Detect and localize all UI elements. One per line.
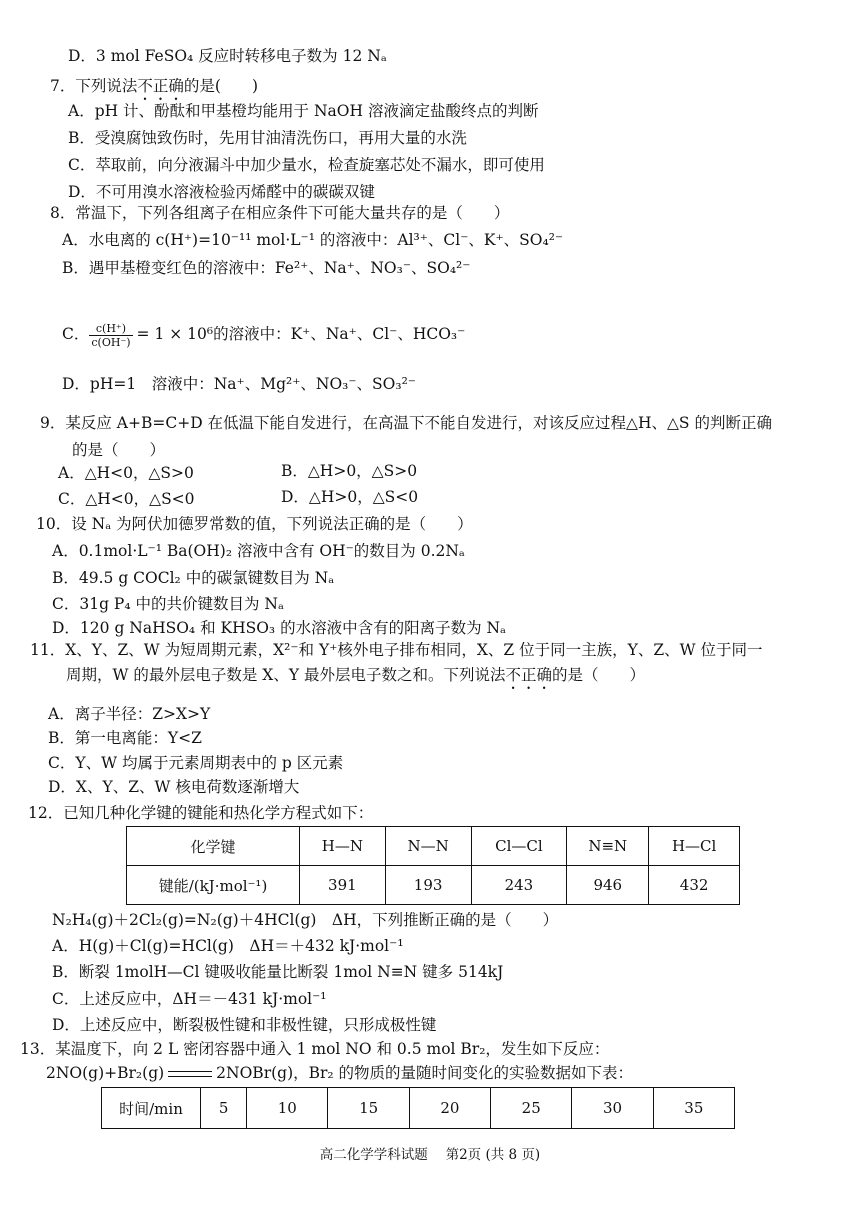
fraction: $\frac{c(H^+)}{c(OH^-)}$ (91, 321, 131, 349)
q12-equation: N₂H₄(g)＋2Cl₂(g)=N₂(g)＋4HCl(g) ΔH，下列推断正确的是（ ） (52, 911, 559, 929)
q7-option-b: B．受溴腐蚀致伤时，先用甘油清洗伤口，再用大量的水洗 (68, 129, 467, 147)
q12-option-c: C．上述反应中，ΔH＝－431 kJ·mol⁻¹ (52, 990, 327, 1008)
table-cell: 946 (567, 866, 649, 905)
equilibrium-arrow-icon (168, 1069, 212, 1079)
table-header-cell: H—N (300, 827, 386, 866)
q12-option-a: A．H(g)＋Cl(g)=HCl(g) ΔH＝＋432 kJ·mol⁻¹ (52, 937, 404, 955)
q9-option-b: B．△H>0，△S>0 (281, 462, 418, 480)
page-footer: 高二化学学科试题 第2页 (共 8 页) (319, 1147, 541, 1163)
table-cell: 25 (491, 1088, 572, 1129)
q7-option-c: C．萃取前，向分液漏斗中加少量水，检查旋塞芯处不漏水，即可使用 (68, 156, 545, 174)
q11-stem-line1: 11．X、Y、Z、W 为短周期元素，X²⁻和 Y⁺核外电子排布相同，X、Z 位于同一主族，Y、Z、W 位于同一 (30, 641, 763, 659)
q10-option-b: B．49.5 g COCl₂ 中的碳氯键数目为 Nₐ (52, 569, 335, 587)
q11-option-a: A．离子半径：Z>X>Y (48, 705, 211, 723)
q8-option-d: D．pH=1 溶液中：Na⁺、Mg²⁺、NO₃⁻、SO₃²⁻ (62, 375, 416, 393)
bond-energy-table (126, 826, 740, 905)
table-cell: 20 (409, 1088, 490, 1129)
q12-stem: 12．已知几种化学键的键能和热化学方程式如下： (28, 804, 374, 822)
q13-equation: 2NO(g)+Br₂(g) 2NOBr(g)，Br₂ 的物质的量随时间变化的实验数据如下表： (46, 1064, 634, 1082)
q9-option-a: A．△H<0，△S>0 (58, 464, 194, 482)
q9-stem-line1: 9．某反应 A+B=C+D 在低温下能自发进行，在高温下不能自发进行，对该反应过程△H、△S 的判断正确 (40, 414, 772, 432)
q9-option-d: D．△H>0，△S<0 (281, 488, 419, 506)
q9-stem-line2: 的是（ ） (72, 441, 166, 459)
q12-option-b: B．断裂 1molH—Cl 键吸收能量比断裂 1mol N≡N 键多 514kJ (52, 963, 504, 981)
q7-option-d: D．不可用溴水溶液检验丙烯醛中的碳碳双键 (68, 183, 375, 201)
table-header-cell: H—Cl (649, 827, 740, 866)
q10-stem: 10．设 Nₐ 为阿伏加德罗常数的值，下列说法正确的是（ ） (36, 515, 473, 533)
q8-option-a: A．水电离的 c(H⁺)=10⁻¹¹ mol·L⁻¹ 的溶液中：Al³⁺、Cl⁻、K⁺、SO₄²⁻ (62, 231, 564, 249)
table-cell: 5 (201, 1088, 247, 1129)
table-row-label: 键能/(kJ·mol⁻¹) (127, 866, 300, 905)
q11-option-b: B．第一电离能：Y<Z (48, 729, 202, 747)
table-header-cell: Cl—Cl (471, 827, 567, 866)
table-row (127, 866, 740, 905)
q10-option-c: C．31g P₄ 中的共价键数目为 Nₐ (52, 595, 284, 613)
time-data-table (101, 1087, 735, 1129)
table-row (102, 1088, 735, 1129)
q8-option-b: B．遇甲基橙变红色的溶液中：Fe²⁺、Na⁺、NO₃⁻、SO₄²⁻ (62, 259, 471, 277)
table-cell: 432 (649, 866, 740, 905)
q11-option-c: C．Y、W 均属于元素周期表中的 p 区元素 (48, 754, 344, 772)
q9-option-c: C．△H<0，△S<0 (58, 490, 195, 508)
table-header-cell: 化学键 (127, 827, 300, 866)
q11-stem-line2: 周期，W 的最外层电子数是 X、Y 最外层电子数之和。下列说法不正确的是（ ） (66, 666, 646, 684)
table-cell: 35 (653, 1088, 734, 1129)
q7-stem: 7．下列说法不正确的是( ) (50, 77, 258, 95)
table-row-label: 时间/min (102, 1088, 201, 1129)
table-cell: 391 (300, 866, 386, 905)
table-header-cell: N—N (385, 827, 471, 866)
q13-stem: 13．某温度下，向 2 L 密闭容器中通入 1 mol NO 和 0.5 mol Br₂，发生如下反应： (20, 1040, 610, 1058)
table-row (127, 827, 740, 866)
q8-stem: 8．常温下，下列各组离子在相应条件下可能大量共存的是（ ） (50, 204, 510, 222)
q8-option-c: C． $\frac{c(H^+)}{c(OH^-)}$ = 1 × 10⁶的溶液中：K⁺、Na⁺、Cl⁻、HCO₃⁻ (62, 321, 466, 349)
q6-option-d: D．3 mol FeSO₄ 反应时转移电子数为 12 Nₐ (68, 47, 387, 65)
q10-option-a: A．0.1mol·L⁻¹ Ba(OH)₂ 溶液中含有 OH⁻的数目为 0.2Nₐ (52, 542, 465, 560)
q12-option-d: D．上述反应中，断裂极性键和非极性键，只形成极性键 (52, 1016, 437, 1034)
table-header-cell: N≡N (567, 827, 649, 866)
q11-option-d: D．X、Y、Z、W 核电荷数逐渐增大 (48, 778, 300, 796)
table-cell: 30 (572, 1088, 653, 1129)
q10-option-d: D．120 g NaHSO₄ 和 KHSO₃ 的水溶液中含有的阳离子数为 Nₐ (52, 619, 507, 637)
q7-option-a: A．pH 计、酚酞和甲基橙均能用于 NaOH 溶液滴定盐酸终点的判断 (68, 102, 539, 120)
table-cell: 10 (247, 1088, 328, 1129)
table-cell: 15 (328, 1088, 409, 1129)
table-cell: 193 (385, 866, 471, 905)
table-cell: 243 (471, 866, 567, 905)
